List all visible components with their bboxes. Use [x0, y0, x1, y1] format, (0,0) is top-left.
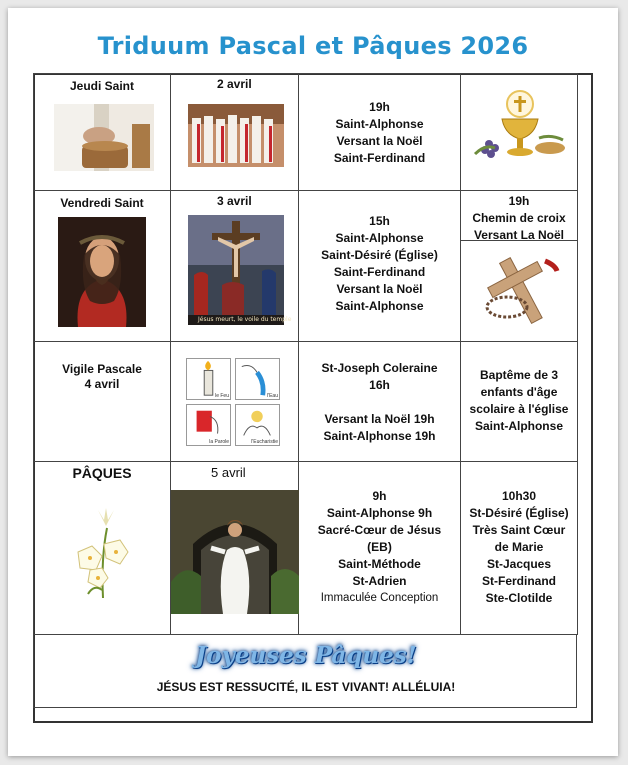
time-line: Saint-Alphonse — [335, 231, 424, 245]
time-line: 19h — [508, 194, 530, 208]
time-line: 10h30 — [501, 489, 537, 503]
times-list — [299, 342, 460, 445]
footer-box — [33, 634, 577, 708]
time-line: Saint-Ferdinand — [333, 151, 426, 165]
times-list — [299, 462, 460, 607]
word-symbol-icon — [186, 404, 231, 446]
jesus-crown-of-thorns-image — [58, 217, 146, 327]
time-line: Versant La Noël — [473, 228, 565, 242]
times-list — [299, 191, 460, 315]
date-cell — [171, 462, 299, 635]
day-date: 4 avril — [84, 377, 120, 391]
extra-cell — [461, 342, 578, 462]
schedule-table — [33, 73, 578, 635]
page-title: Triduum Pascal et Pâques 2026 — [97, 32, 529, 60]
table-row — [34, 342, 578, 462]
day-label: Vendredi Saint — [60, 196, 144, 210]
baptism-info — [461, 342, 577, 435]
symbol-label: l'Eau — [267, 393, 278, 399]
date-cell — [171, 74, 299, 191]
time-line: Versant la Noël — [336, 134, 423, 148]
date-label: 2 avril — [217, 77, 252, 91]
extra-cell — [461, 191, 578, 342]
time-line: Saint-Ferdinand — [333, 265, 426, 279]
day-cell — [34, 74, 171, 191]
info-line: scolaire à l'église — [469, 402, 569, 416]
info-line: Saint-Alphonse — [474, 419, 563, 433]
last-supper-image — [188, 104, 284, 167]
time-line: St-Désiré (Église) — [469, 506, 569, 520]
greeting-banner: Joyeuses Pâques! — [195, 642, 417, 669]
time-line: Immaculée Conception — [320, 592, 439, 604]
risen-christ-image — [171, 490, 299, 614]
time-line: de Marie — [494, 540, 544, 554]
time-line: (EB) — [367, 540, 392, 554]
time-line: St-Adrien — [352, 574, 407, 588]
date-label: 3 avril — [217, 194, 252, 208]
time-line: St-Ferdinand — [482, 574, 556, 588]
info-line: enfants d'âge — [480, 385, 558, 399]
time-line: Saint-Alphonse — [335, 299, 424, 313]
symbol-label: la Parole — [209, 439, 229, 445]
fire-symbol-icon — [186, 358, 231, 400]
symbol-cell — [461, 74, 578, 191]
cross-with-thorns-icon — [475, 255, 565, 327]
info-line: Baptême de 3 — [479, 368, 559, 382]
symbol-label: le Feu — [215, 393, 229, 399]
time-line: Saint-Alphonse 9h — [326, 506, 433, 520]
day-name: Vigile Pascale — [62, 362, 142, 376]
times-cell — [299, 342, 461, 462]
date-cell — [171, 191, 299, 342]
stations-of-cross-info — [461, 191, 577, 240]
time-line: Très Saint Cœur — [472, 523, 566, 537]
time-line: Chemin de croix — [472, 211, 566, 225]
day-label: PÂQUES — [72, 465, 132, 481]
time-line: Versant la Noël — [336, 282, 423, 296]
times-cell — [299, 191, 461, 342]
times-cell — [299, 462, 461, 635]
image-caption: Jésus meurt, le voile du temple — [198, 316, 292, 323]
table-row — [34, 74, 578, 191]
extra-cell — [461, 462, 578, 635]
time-line: Versant la Noël 19h — [324, 412, 435, 426]
symbol-label: l'Eucharistie — [251, 439, 278, 445]
table-row — [34, 462, 578, 635]
day-cell — [34, 342, 171, 462]
time-line: Saint-Alphonse 19h — [323, 429, 436, 443]
day-label — [34, 342, 170, 392]
water-symbol-icon — [235, 358, 280, 400]
day-cell — [34, 191, 171, 342]
symbols-cell — [171, 342, 299, 462]
times-list — [299, 74, 460, 167]
time-line: 19h — [369, 100, 390, 114]
day-label: Jeudi Saint — [69, 79, 134, 93]
time-line: Saint-Alphonse — [335, 117, 424, 131]
easter-lily-icon — [68, 506, 138, 598]
time-line: St-Joseph Coleraine — [321, 361, 438, 375]
time-line — [299, 394, 460, 411]
time-line: Saint-Désiré (Église) — [321, 248, 438, 262]
table-row — [34, 191, 578, 342]
alleluia-message: JÉSUS EST RESSUCITÉ, IL EST VIVANT! ALLÉLUIA! — [156, 680, 456, 694]
time-line: Sacré-Cœur de Jésus — [317, 523, 442, 537]
date-label: 5 avril — [211, 465, 246, 480]
crucifixion-image — [188, 215, 292, 325]
washing-feet-image — [54, 104, 154, 171]
time-line: St-Jacques — [486, 557, 552, 571]
times-cell — [299, 74, 461, 191]
time-line: 16h — [369, 378, 390, 392]
day-cell — [34, 462, 171, 635]
eucharist-symbol-icon — [235, 404, 280, 446]
chalice-icon — [471, 88, 568, 164]
time-line: 9h — [372, 489, 387, 503]
late-mass-list — [461, 462, 577, 607]
time-line: Ste-Clotilde — [485, 591, 553, 605]
time-line: Saint-Méthode — [338, 557, 421, 571]
time-line: 15h — [369, 214, 390, 228]
